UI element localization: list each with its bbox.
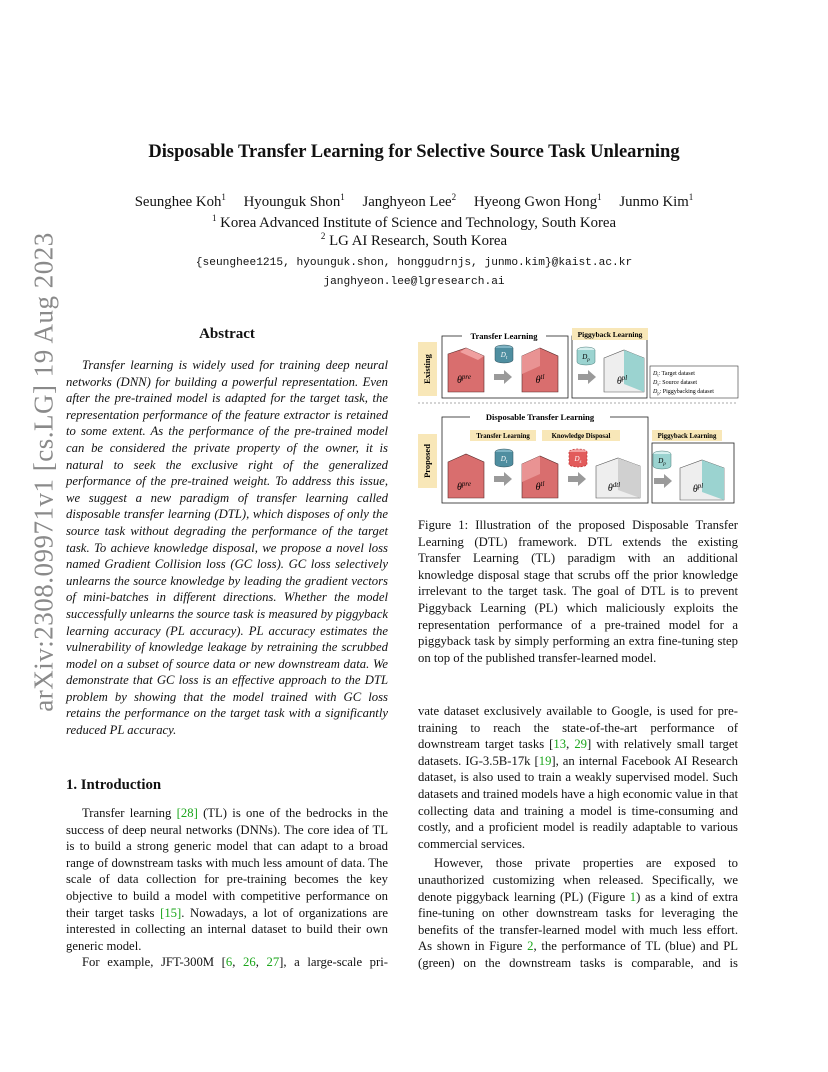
intro-body [66, 805, 388, 971]
citation-link[interactable]: 27 [266, 955, 280, 970]
section-heading: 1. Introduction [66, 777, 162, 793]
abstract-body [66, 357, 388, 739]
intro-paragraph: Transfer learning [28] (TL) is one of the bedrocks in the success of deep neural networks (DNNs). The core idea of TL is to build a strong generic model that can adapt to a broad range of downstream tasks with much less amount of data. The scale of data collection for pre-training becomes the key objective to build a model with competitive performance on their target tasks [15]. Nowadays, a lot of organizations are interested in collecting an internal dataset to build their own generic model. [66, 806, 388, 953]
citation-link[interactable]: 26 [243, 955, 256, 970]
pl-label: Piggyback Learning [577, 330, 643, 339]
row-label-existing: Existing [422, 354, 432, 384]
abstract-heading: Abstract [199, 326, 255, 342]
legend-entry: $D_p$: Piggybacking dataset [653, 389, 714, 396]
theta-label: $\theta^{pre}$ [457, 480, 471, 493]
right-column-body [418, 703, 738, 972]
stage-label-kd: Knowledge Disposal [551, 433, 611, 440]
svg-text:Dp: $D_p$ [658, 457, 666, 467]
body-paragraph: However, those private properties are exposed to unauthorized customizing when released. Specifically, we denote piggyback learning (PL) (Figure 1) as a kind of extra fine-tuning on other downstream tasks for leveraging the benefits of the transfer-learned model with much less effort. As shown in Figure 2, the performance of TL (blue) and PL (green) on the downstream tasks is comparable, and is [418, 856, 738, 970]
dtl-label: Disposable Transfer Learning [485, 412, 595, 422]
svg-text:Dt: $D_t$ [500, 351, 508, 361]
svg-text:Dp: $D_p$ [582, 353, 590, 363]
citation-link[interactable]: 2 [527, 939, 534, 954]
paper-title: Disposable Transfer Learning for Selective Source Task Unlearning [148, 142, 680, 162]
abstract-paragraph: Transfer learning is widely used for training deep neural networks (DNN) for building a powerful representation. Even after the pre-trained model is adapted for the target task, the representation performance of the feature extractor is retained to some extent. As the performance of the pre-trained model can be considered the private property of the owner, it is natural to seek the exclusive right of the generalized performance of the pre-trained weight. To address this issue, we suggest a new paradigm of transfer learning called disposable transfer learning (DTL), which disposes of only the source task without degrading the performance of the target task. To achieve knowledge disposal, we propose a novel loss named Gradient Collision loss (GC loss). GC loss selectively unlearns the source knowledge by leading the gradient vectors of mini-batches in different directions. Whether the model successfully unlearns the source task is measured by piggyback learning accuracy (PL accuracy). PL accuracy estimates the vulnerability of knowledge leakage by retraining the scrubbed model on a subset of source data or new downstream data. We demonstrate that GC loss is an effective approach to the DTL problem by showing that the model trained with GC loss retains the performance on the target task with a significantly reduced PL accuracy. [66, 358, 388, 738]
author: Janghyeon Lee$^2$ [362, 192, 457, 210]
row-label-proposed: Proposed [422, 444, 432, 478]
legend-entry: $D_s$: Source dataset [653, 380, 698, 387]
arrow-icon [578, 370, 596, 384]
arrow-icon [654, 474, 672, 488]
body-paragraph: vate dataset exclusively available to Google, is used for pre-training to reach the state-of-the-art performance of downstream target tasks [13, 29] with relatively small target datasets. IG-3.5B-17k [19], an internal Facebook AI Research dataset, is also used to train a weakly supervised model. Such datasets and trained models have a high economic value in that collecting data and training a model is time-consuming and costly, and a proficient model is readily adaptable to various commercial services. [418, 704, 739, 851]
citation-link[interactable]: [28] [176, 806, 198, 820]
stage-label-tl: Transfer Learning [476, 433, 530, 440]
arrow-icon [494, 370, 512, 384]
tl-label: Transfer Learning [470, 331, 538, 341]
theta-label: $\theta^{tl}$ [535, 373, 545, 386]
figure-1-diagram [418, 326, 740, 516]
arrow-icon [494, 472, 512, 486]
author-list [0, 194, 828, 211]
theta-label: $\theta^{pre}$ [457, 373, 471, 386]
model-pre [448, 454, 484, 498]
svg-text:Ds: $D_s$ [574, 455, 582, 465]
citation-link[interactable]: 29 [574, 737, 587, 752]
citation-link[interactable]: 6 [225, 955, 233, 970]
citation-link[interactable]: 1 [629, 889, 637, 904]
affiliation: $^1$ Korea Advanced Institute of Science and Technology, South Korea [211, 213, 617, 231]
email-line: janghyeon.lee@lgresearch.ai [323, 276, 505, 288]
svg-text:Dt: $D_t$ [500, 455, 508, 465]
author: Hyounguk Shon$^1$ [243, 192, 345, 210]
figure-caption: Figure 1: Illustration of the proposed Disposable Transfer Learning (DTL) framework. DTL extends the existing Transfer Learning (TL) paradigm with an additional knowledge disposal stage that scrubs off the prior knowledge irrelevant to the target task. The goal of DTL is to prevent Piggyback Learning (PL) which maliciously exploits the representation performance of a pre-trained model for a piggyback task by simply performing an extra fine-tuning step on top of the published transfer-learned model. [418, 518, 738, 665]
legend-entry: $D_t$: Target dataset [653, 371, 695, 378]
theta-label: $\theta^{tl}$ [535, 480, 545, 493]
author: Seunghee Koh$^1$ [134, 192, 226, 210]
author: Hyeong Gwon Hong$^1$ [473, 192, 602, 210]
stage-label-pl: Piggyback Learning [657, 433, 717, 440]
arrow-icon [568, 472, 586, 486]
theta-label: $\theta^{dtl}$ [607, 481, 621, 494]
arxiv-id: arXiv:2308.09971v1 [cs.LG] 19 Aug 2023 [28, 232, 59, 712]
citation-link[interactable]: [15] [160, 905, 182, 920]
theta-label: $\theta^{pl}$ [616, 374, 628, 387]
affiliation: $^2$ LG AI Research, South Korea [320, 231, 508, 249]
citation-link[interactable]: 19 [538, 753, 552, 768]
theta-label: $\theta^{pl}$ [692, 482, 704, 495]
email-line: {seunghee1215, hyounguk.shon, honggudrnjs, junmo.kim}@kaist.ac.kr [195, 257, 633, 269]
author: Junmo Kim$^1$ [619, 192, 694, 210]
intro-paragraph: For example, JFT-300M [6, 26, 27], a large-scale pri- [82, 955, 388, 970]
citation-link[interactable]: 13 [553, 737, 567, 752]
